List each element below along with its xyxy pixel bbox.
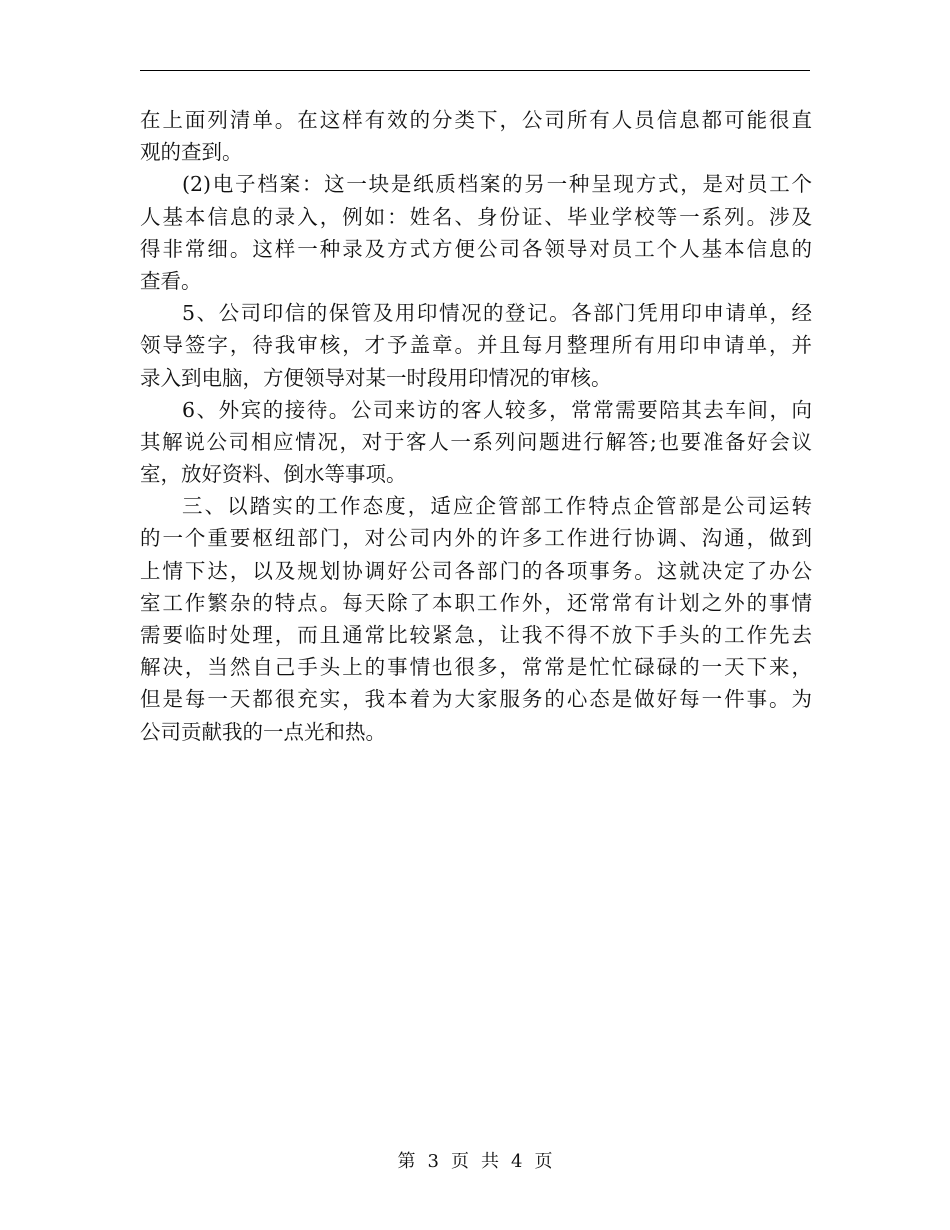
text-line: 解决，当然自己手头上的事情也很多，常常是忙忙碌碌的一天下来， — [140, 655, 812, 680]
text-line: 人基本信息的录入，例如：姓名、身份证、毕业学校等一系列。涉及 — [140, 204, 812, 229]
text-line: 需要临时处理，而且通常比较紧急，让我不得不放下手头的工作先去 — [140, 623, 812, 647]
footer-label-page-unit: 页 — [451, 1151, 469, 1172]
text-line: 观的查到。 — [140, 140, 243, 165]
text-line: 领导签字，待我审核，才予盖章。并且每月整理所有用印申请单，并 — [140, 333, 812, 358]
text-line: 查看。 — [140, 268, 202, 293]
header-rule — [140, 70, 810, 71]
footer-label-page: 第 — [397, 1151, 416, 1172]
text-line: 三、以踏实的工作态度，适应企管部工作特点企管部是公司运转 — [182, 494, 812, 519]
text-line: 室工作繁杂的特点。每天除了本职工作外，还常常有计划之外的事情 — [140, 590, 812, 615]
text-line: 其解说公司相应情况，对于客人一系列问题进行解答;也要准备好会议 — [140, 429, 812, 454]
text-line: 5、公司印信的保管及用印情况的登记。各部门凭用印申请单，经 — [182, 301, 812, 326]
page-footer — [0, 1150, 950, 1174]
footer-current-page: 3 — [427, 1151, 439, 1172]
text-line: 6、外宾的接待。公司来访的客人较多，常常需要陪其去车间，向 — [182, 397, 812, 422]
text-line: 在上面列清单。在这样有效的分类下，公司所有人员信息都可能很直 — [140, 108, 812, 132]
text-line: 录入到电脑，方便领导对某一时段用印情况的审核。 — [140, 365, 612, 390]
footer-label-total: 共 — [481, 1151, 499, 1172]
text-line: 公司贡献我的一点光和热。 — [140, 719, 386, 744]
text-line: 得非常细。这样一种录及方式方便公司各领导对员工个人基本信息的 — [140, 236, 812, 261]
text-line: 的一个重要枢纽部门，对公司内外的许多工作进行协调、沟通，做到 — [140, 526, 812, 551]
text-line: 室，放好资料、倒水等事项。 — [140, 462, 407, 487]
footer-total-pages: 4 — [511, 1151, 523, 1172]
text-line: 但是每一天都很充实，我本着为大家服务的心态是做好每一件事。为 — [140, 687, 812, 712]
text-line: (2)电子档案：这一块是纸质档案的另一种呈现方式，是对员工个 — [182, 172, 812, 197]
footer-label-total-unit: 页 — [534, 1151, 553, 1172]
document-body — [140, 104, 812, 748]
text-line: 上情下达，以及规划协调好公司各部门的各项事务。这就决定了办公 — [140, 558, 812, 583]
